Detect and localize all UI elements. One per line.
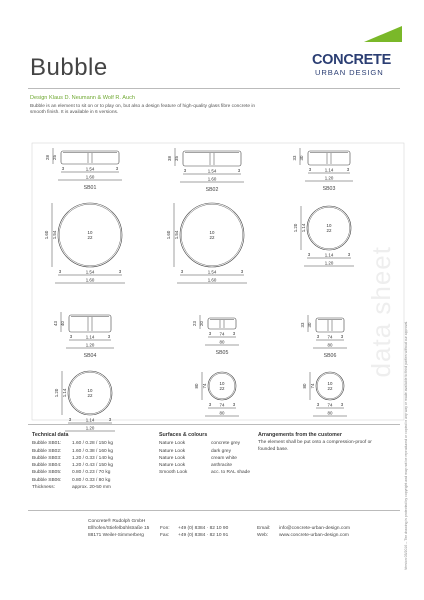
side-offset-label: 3 bbox=[308, 167, 312, 172]
plan-center-label: 10 bbox=[87, 230, 93, 235]
fax-value: +49 (0) 8384 · 82 10 91 bbox=[178, 533, 229, 539]
company-street: Ellhofen/Stiefelbühlstraße 15 bbox=[88, 526, 150, 532]
width-inner-label: 74 bbox=[219, 331, 225, 337]
width-inner-label: 1.54 bbox=[207, 168, 217, 174]
row-value: approx. 20-50 mm bbox=[72, 485, 111, 491]
drawing-sb02 bbox=[166, 148, 247, 283]
data-row bbox=[32, 448, 113, 455]
company-name: Concrete® Rudolph GmbH bbox=[88, 519, 146, 524]
plan-width-outer-label: 1.20 bbox=[324, 260, 334, 266]
plan-side-label: 3 bbox=[240, 269, 244, 274]
plan-center-sub-label: 22 bbox=[327, 386, 333, 391]
drawing-divider bbox=[28, 424, 400, 425]
plan-center-label: 10 bbox=[327, 381, 333, 386]
height-outer-label: 28 bbox=[45, 155, 50, 160]
plan-center-sub-label: 22 bbox=[87, 235, 93, 240]
height-inner-label: 20 bbox=[199, 321, 204, 326]
plan-side-label: 3 bbox=[347, 252, 351, 257]
fon-value: +49 (0) 8384 · 82 10 90 bbox=[178, 526, 229, 531]
height-outer-label: 33 bbox=[300, 322, 305, 328]
plan-width-inner-label: 1.54 bbox=[207, 269, 217, 275]
width-inner-label: 1.14 bbox=[324, 167, 334, 173]
row-value: 1.60 / 0.38 / 160 kg bbox=[72, 448, 114, 454]
plan-side-label: 3 bbox=[68, 417, 72, 422]
drawing-caption: SB05 bbox=[215, 350, 229, 356]
row-key: Bubble SB02: bbox=[32, 448, 62, 454]
plan-width-inner-label: 1.14 bbox=[324, 252, 334, 258]
fon-label: Fon: bbox=[160, 526, 170, 531]
plan-width-inner-label: 1.14 bbox=[85, 417, 95, 423]
plan-center-label: 10 bbox=[219, 381, 225, 386]
footer-divider bbox=[28, 510, 400, 511]
side-offset-label: 3 bbox=[316, 334, 320, 339]
plan-side-label: 3 bbox=[58, 269, 62, 274]
company-city: 88171 Weiler-Simmerberg bbox=[88, 533, 144, 539]
plan-vertical-inner-label: 74 bbox=[202, 383, 207, 389]
plan-side-label: 3 bbox=[232, 402, 236, 407]
plan-vertical-outer-label: 80 bbox=[302, 383, 307, 389]
height-outer-label: 33 bbox=[292, 155, 297, 161]
side-offset-label: 3 bbox=[115, 166, 119, 171]
side-offset-label: 3 bbox=[69, 334, 73, 339]
width-outer-label: 1.20 bbox=[324, 175, 334, 181]
data-row bbox=[32, 440, 113, 447]
plan-vertical-outer-label: 1.60 bbox=[44, 230, 49, 240]
elevation-body bbox=[61, 151, 119, 164]
data-row bbox=[159, 448, 250, 455]
surfaces-heading: Surfaces & colours bbox=[159, 432, 208, 438]
drawing-sb03 bbox=[292, 148, 354, 266]
width-inner-label: 1.14 bbox=[85, 334, 95, 340]
plan-center-sub-label: 22 bbox=[87, 393, 93, 398]
row-value: cream white bbox=[211, 455, 237, 461]
plan-width-outer-label: 1.60 bbox=[85, 277, 95, 283]
row-key: Bubble SB03: bbox=[32, 455, 62, 461]
height-inner-label: 35 bbox=[174, 156, 179, 161]
data-row bbox=[159, 440, 250, 447]
side-offset-label: 3 bbox=[61, 166, 65, 171]
design-credit: Design Klaus D. Neumann & Wolf R. Auch bbox=[30, 95, 135, 101]
plan-width-outer-label: 1.60 bbox=[207, 277, 217, 283]
plan-side-label: 3 bbox=[118, 269, 122, 274]
drawing-sb01 bbox=[44, 148, 125, 283]
row-value: 1.60 / 0.28 / 150 kg bbox=[72, 441, 114, 447]
arrangements-text: The element shall be put onto a compression-proof or founded base. bbox=[258, 440, 372, 452]
side-offset-label: 3 bbox=[232, 331, 236, 336]
drawing-caption: SB01 bbox=[83, 185, 97, 191]
elevation-body bbox=[308, 151, 350, 165]
plan-vertical-outer-label: 1.20 bbox=[54, 388, 59, 398]
row-key: Bubble SB05: bbox=[32, 470, 62, 476]
surfaces-block bbox=[159, 432, 250, 477]
row-key: Nature Look bbox=[159, 441, 186, 447]
row-value: 0.80 / 0.33 / 80 kg bbox=[72, 477, 111, 483]
row-key: Nature Look bbox=[159, 463, 186, 469]
plan-side-label: 3 bbox=[307, 252, 311, 257]
data-row bbox=[32, 469, 113, 476]
row-key: Nature Look bbox=[159, 448, 186, 454]
plan-vertical-outer-label: 1.20 bbox=[293, 223, 298, 233]
data-sheet-watermark: data sheet bbox=[366, 246, 396, 378]
plan-vertical-inner-label: 1.14 bbox=[62, 388, 67, 398]
plan-center-sub-label: 22 bbox=[219, 386, 225, 391]
width-outer-label: 80 bbox=[219, 339, 225, 345]
plan-vertical-inner-label: 1.54 bbox=[52, 230, 57, 240]
row-value: concrete grey bbox=[211, 441, 241, 447]
drawing-caption: SB03 bbox=[322, 186, 336, 192]
side-offset-label: 3 bbox=[183, 168, 187, 173]
elevation-body bbox=[316, 318, 344, 332]
elevation-body bbox=[69, 315, 111, 332]
drawing-caption: SB06 bbox=[323, 353, 337, 359]
page-title: Bubble bbox=[30, 54, 108, 81]
row-key: Bubble SB06: bbox=[32, 477, 62, 483]
row-value: 1.20 / 0.43 / 150 kg bbox=[72, 463, 114, 469]
plan-center-label: 10 bbox=[326, 223, 332, 228]
logo-brand: CONCRETE bbox=[312, 52, 391, 68]
height-inner-label: 25 bbox=[52, 155, 57, 160]
height-inner-label: 30 bbox=[307, 322, 312, 328]
plan-center-sub-label: 22 bbox=[326, 228, 332, 233]
side-offset-label: 3 bbox=[208, 331, 212, 336]
plan-side-label: 3 bbox=[316, 402, 320, 407]
row-value: 1.20 / 0.33 / 140 kg bbox=[72, 455, 114, 461]
fax-label: Fax: bbox=[160, 533, 170, 539]
row-key: Nature Look bbox=[159, 455, 186, 461]
email-link[interactable]: info@concrete-urban-design.com bbox=[279, 526, 350, 531]
online-block bbox=[257, 525, 350, 539]
data-row bbox=[159, 469, 250, 476]
technical-data-heading: Technical data bbox=[32, 432, 69, 438]
plan-vertical-inner-label: 1.54 bbox=[174, 230, 179, 240]
data-row bbox=[32, 484, 113, 491]
side-offset-label: 3 bbox=[346, 167, 350, 172]
data-row bbox=[159, 455, 250, 462]
plan-width-inner-label: 74 bbox=[219, 402, 225, 408]
plan-width-outer-label: 80 bbox=[327, 410, 333, 416]
data-row bbox=[32, 462, 113, 469]
width-inner-label: 74 bbox=[327, 334, 333, 340]
drawing-sb06 bbox=[300, 315, 347, 416]
drawing-caption: SB02 bbox=[205, 187, 219, 193]
logo-subtitle: URBAN DESIGN bbox=[315, 68, 384, 77]
web-link[interactable]: www.concrete-urban-design.com bbox=[279, 533, 349, 539]
arrangements-block bbox=[258, 432, 378, 453]
height-inner-label: 40 bbox=[60, 321, 65, 326]
drawing-sb05 bbox=[192, 315, 239, 416]
width-outer-label: 1.60 bbox=[85, 174, 95, 180]
row-value: dark grey bbox=[211, 448, 231, 454]
row-key: Bubble SB04: bbox=[32, 463, 62, 469]
data-row bbox=[159, 462, 250, 469]
plan-center-label: 10 bbox=[87, 388, 93, 393]
plan-side-label: 3 bbox=[340, 402, 344, 407]
row-key: Bubble SB01: bbox=[32, 441, 62, 447]
side-copyright-note: Version 05/2016 – The drawing is protected by copyright and may not be reproduced or copied in any way or made available to third parties without our approval. bbox=[404, 320, 408, 570]
plan-vertical-inner-label: 74 bbox=[310, 383, 315, 389]
row-value: 0.80 / 0.23 / 70 kg bbox=[72, 470, 111, 476]
plan-center-label: 10 bbox=[209, 230, 215, 235]
row-value: anthracite bbox=[211, 463, 233, 469]
side-offset-label: 3 bbox=[237, 168, 241, 173]
width-outer-label: 1.20 bbox=[85, 342, 95, 348]
plan-width-outer-label: 80 bbox=[219, 410, 225, 416]
height-outer-label: 23 bbox=[192, 321, 197, 326]
height-outer-label: 38 bbox=[167, 156, 172, 161]
email-label: Email: bbox=[257, 526, 271, 531]
plan-vertical-outer-label: 1.60 bbox=[166, 230, 171, 240]
row-key: Smooth Look bbox=[159, 470, 188, 476]
drawing-caption: SB04 bbox=[83, 353, 97, 359]
plan-side-label: 3 bbox=[180, 269, 184, 274]
data-row bbox=[32, 477, 113, 484]
plan-side-label: 3 bbox=[208, 402, 212, 407]
data-row bbox=[32, 455, 113, 462]
drawing-sb04 bbox=[53, 312, 115, 431]
plan-width-inner-label: 1.54 bbox=[85, 269, 95, 275]
plan-vertical-outer-label: 80 bbox=[194, 383, 199, 389]
company-address bbox=[88, 518, 149, 540]
arrangements-heading: Arrangements from the customer bbox=[258, 432, 342, 438]
elevation-body bbox=[183, 151, 241, 166]
width-outer-label: 80 bbox=[327, 342, 333, 348]
width-inner-label: 1.54 bbox=[85, 166, 95, 172]
row-value: acc. to RAL shade bbox=[211, 470, 251, 476]
plan-center-sub-label: 22 bbox=[209, 235, 215, 240]
plan-width-inner-label: 74 bbox=[327, 402, 333, 408]
plan-width-outer-label: 1.20 bbox=[85, 425, 95, 431]
plan-side-label: 3 bbox=[108, 417, 112, 422]
side-offset-label: 3 bbox=[107, 334, 111, 339]
height-inner-label: 30 bbox=[299, 155, 304, 161]
row-key: Thickness: bbox=[32, 485, 55, 491]
phone-block bbox=[160, 525, 228, 539]
intro-text: Bubble is an element to sit on or to play on, but also a design feature of high-quality glass fibre concrete in smooth finish. It is available in 6 versions. bbox=[30, 104, 256, 116]
web-label: Web: bbox=[257, 533, 269, 539]
width-outer-label: 1.60 bbox=[207, 176, 217, 182]
technical-data-block bbox=[32, 432, 113, 491]
height-outer-label: 43 bbox=[53, 321, 58, 326]
side-offset-label: 3 bbox=[340, 334, 344, 339]
plan-vertical-inner-label: 1.14 bbox=[301, 223, 306, 233]
